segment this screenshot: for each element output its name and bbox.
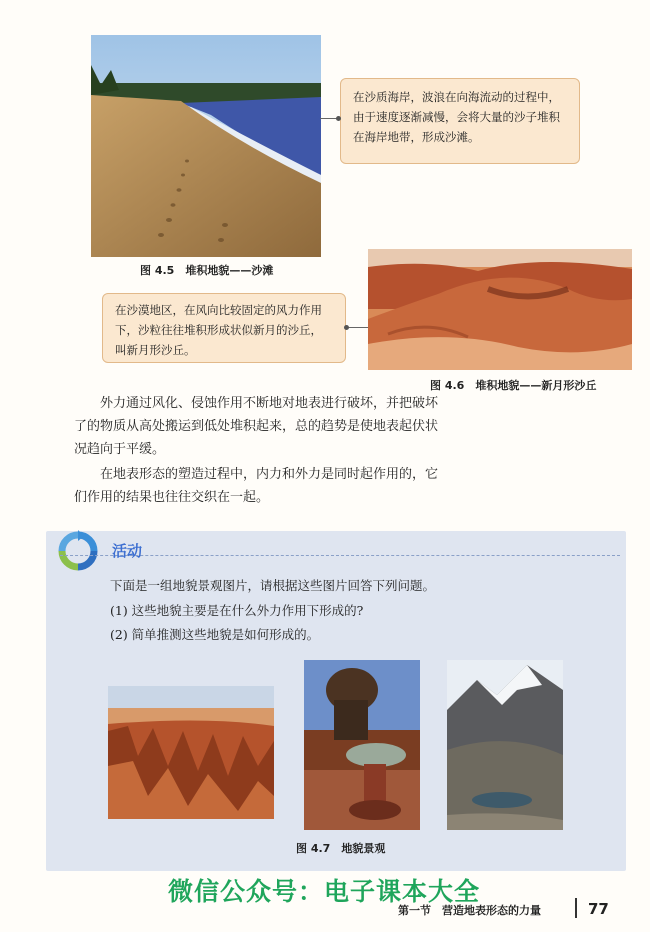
activity-intro: 下面是一组地貌景观图片，请根据这些图片回答下列问题。	[110, 578, 436, 593]
leader-dot	[336, 116, 341, 121]
beach-photo	[91, 35, 321, 257]
figure-4-6-caption: 图 4.6 堆积地貌——新月形沙丘	[430, 379, 597, 392]
figure-4-5-caption: 图 4.5 堆积地貌——沙滩	[140, 264, 274, 277]
footer-section-title: 第一节 营造地表形态的力量	[398, 904, 541, 917]
watermark-text: 微信公众号：电子课本大全	[168, 877, 481, 906]
body-paragraph-1: 外力通过风化、侵蚀作用不断地对地表进行破坏，并把破坏了的物质从高处搬运到低处堆积起来，总的趋势是使地表起伏状况趋向于平缓。	[74, 396, 439, 457]
activity-question-2: (2) 简单推测这些地貌是如何形成的。	[110, 627, 320, 642]
landform-photo-mushroom-rock	[304, 660, 420, 830]
activity-cycle-icon	[57, 530, 99, 572]
landform-photo-glacier-valley	[447, 660, 563, 830]
figure-4-7-caption: 图 4.7 地貌景观	[296, 842, 386, 855]
callout-dune: 在沙漠地区，在风向比较固定的风力作用下，沙粒往往堆积形成状似新月的沙丘，叫新月形沙丘。	[102, 293, 346, 363]
landform-photo-badlands	[108, 686, 274, 819]
leader-dot	[344, 325, 349, 330]
callout-beach: 在沙质海岸，波浪在向海流动的过程中，由于速度逐渐减慢，会将大量的沙子堆积在海岸地带，形成沙滩。	[340, 78, 580, 164]
activity-divider	[60, 555, 620, 556]
footer-divider	[575, 898, 577, 918]
page-number: 77	[588, 900, 609, 918]
leader-line	[346, 327, 368, 328]
dune-photo	[368, 249, 632, 370]
activity-question-1: (1) 这些地貌主要是在什么外力作用下形成的?	[110, 603, 364, 618]
activity-title: 活动	[112, 542, 143, 560]
body-paragraph-2: 在地表形态的塑造过程中，内力和外力是同时起作用的，它们作用的结果也往往交织在一起。	[74, 467, 439, 505]
